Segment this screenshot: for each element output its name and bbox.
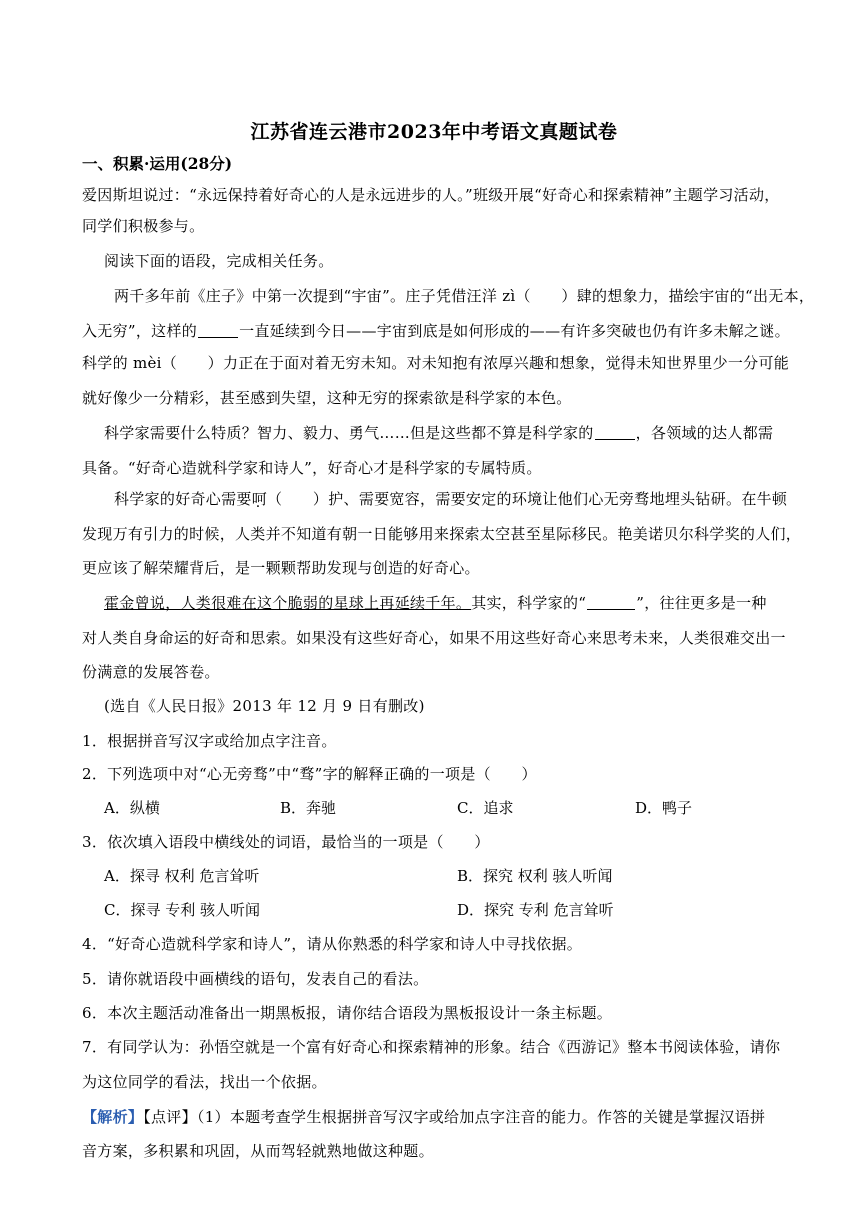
passage-p2-line-1 xyxy=(104,422,773,443)
question-2: 2．下列选项中对“心无旁骛”中“骛”字的解释正确的一项是（ ） xyxy=(82,765,537,783)
source-note: (选自《人民日报》2013 年 12 月 9 日有删改) xyxy=(104,697,425,715)
underlined-sentence: 霍金曾说，人类很难在这个脆弱的星球上再延续千年。 xyxy=(104,594,472,612)
q2-option-d: D．鸭子 xyxy=(635,799,693,817)
passage-p1-line-1: 两千多年前《庄子》中第一次提到“宇宙”。庄子凭借汪洋 zì（ ）肆的想象力，描绘宇宙的“出无本， xyxy=(114,287,815,305)
text-fragment: ”，往往更多是一种 xyxy=(636,594,767,612)
passage-p4-line-3: 份满意的发展答卷。 xyxy=(82,663,220,681)
passage-p4-line-1 xyxy=(104,592,767,613)
q3-option-c: C．探寻 专利 骇人听闻 xyxy=(104,901,261,919)
question-7-line-1: 7．有同学认为：孙悟空就是一个富有好奇心和探索精神的形象。结合《西游记》整本书阅读体验，请你 xyxy=(82,1038,781,1056)
analysis-tag: 【解析】 xyxy=(82,1108,144,1126)
question-6: 6．本次主题活动准备出一期黑板报，请你结合语段为黑板报设计一条主标题。 xyxy=(82,1004,613,1022)
dotted-character: 呵 xyxy=(251,490,268,508)
q2-option-b: B．奔驰 xyxy=(280,799,337,817)
q2-option-c: C．追求 xyxy=(457,799,514,817)
intro-line-3: 阅读下面的语段，完成相关任务。 xyxy=(104,252,334,270)
section-heading: 一、积累·运用(28分) xyxy=(82,154,233,173)
passage-p1-line-4: 就好像少一分精彩，甚至感到失望，这种无穷的探索欲是科学家的本色。 xyxy=(82,389,572,407)
q3-option-a: A．探寻 权利 危言耸听 xyxy=(104,867,260,885)
passage-p2-line-2: 具备。“好奇心造就科学家和诗人”，好奇心才是科学家的专属特质。 xyxy=(82,459,542,477)
q3-option-d: D．探究 专利 危言耸听 xyxy=(457,901,614,919)
q2-option-a: A．纵横 xyxy=(104,799,160,817)
passage-p4-line-2: 对人类自身命运的好奇和思索。如果没有这些好奇心，如果不用这些好奇心来思考未来，人类很难交出一 xyxy=(82,629,786,647)
passage-p1-line-2 xyxy=(82,320,790,341)
text-fragment: （ ）护、需要宽容，需要安定的环境让他们心无旁骛地埋头钻研。在牛顿 xyxy=(267,490,788,508)
page-title: 江苏省连云港市2023年中考语文真题试卷 xyxy=(250,121,618,143)
text-fragment: （1）本题考查学生根据拼音写汉字或给加点字注音的能力。作答的关键是掌握汉语拼 xyxy=(196,1108,766,1126)
question-3: 3．依次填入语段中横线处的词语，最恰当的一项是（ ） xyxy=(82,833,490,851)
comment-tag: 【点评】 xyxy=(143,1108,197,1126)
passage-p3-line-2: 发现万有引力的时候，人类并不知道有朝一日能够用来探索太空甚至星际移民。艳美诺贝尔科学奖的人们， xyxy=(82,525,802,543)
text-fragment: ，各领域的达人都需 xyxy=(635,424,774,442)
fill-blank-1 xyxy=(198,323,238,338)
text-fragment: 科学家需要什么特质？智力、毅力、勇气……但是这些都不算是科学家的 xyxy=(104,424,594,442)
text-fragment: 科学家的好奇心需要 xyxy=(114,490,252,508)
q3-option-b: B．探究 权利 骇人听闻 xyxy=(457,867,613,885)
question-4: 4．“好奇心造就科学家和诗人”，请从你熟悉的科学家和诗人中寻找依据。 xyxy=(82,935,583,953)
question-1: 1．根据拼音写汉字或给加点字注音。 xyxy=(82,732,337,750)
fill-blank-3 xyxy=(587,595,635,610)
intro-line-2: 同学们积极参与。 xyxy=(82,217,205,235)
passage-p3-line-1 xyxy=(114,488,787,509)
fill-blank-2 xyxy=(595,425,635,440)
analysis-line-2: 音方案，多积累和巩固，从而驾轻就熟地做这种题。 xyxy=(82,1142,434,1160)
text-fragment: 一直延续到今日——宇宙到底是如何形成的——有许多突破也仍有许多未解之谜。 xyxy=(239,322,790,340)
question-7-line-2: 为这位同学的看法，找出一个依据。 xyxy=(82,1073,327,1091)
passage-p3-line-3: 更应该了解荣耀背后，是一颗颗帮助发现与创造的好奇心。 xyxy=(82,559,480,577)
text-fragment: 其实，科学家的“ xyxy=(471,594,587,612)
question-5: 5．请你就语段中画横线的语句，发表自己的看法。 xyxy=(82,970,429,988)
text-fragment: 入无穷”，这样的 xyxy=(82,322,198,340)
analysis-line-1 xyxy=(82,1106,765,1127)
passage-p1-line-3: 科学的 mèi（ ）力正在于面对着无穷未知。对未知抱有浓厚兴趣和想象，觉得未知世界里少一分可能 xyxy=(82,354,790,372)
intro-line-1: 爱因斯坦说过：“永远保持着好奇心的人是永远进步的人。”班级开展“好奇心和探索精神”主题学习活动， xyxy=(82,186,780,204)
